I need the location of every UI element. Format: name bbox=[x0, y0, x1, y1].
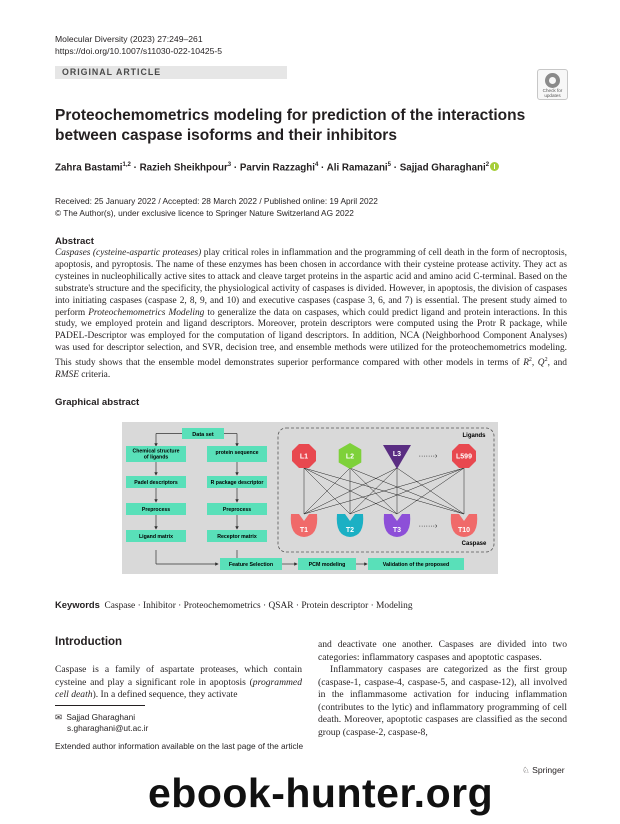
pipeline-label: Feature Selection bbox=[228, 562, 274, 569]
envelope-icon: ✉ bbox=[55, 712, 62, 722]
affiliation-mark: 1,2 bbox=[122, 162, 131, 168]
watermark-text: ebook-hunter.org bbox=[148, 770, 494, 816]
ellipsis-arrow: ·······› bbox=[418, 453, 438, 460]
target-label: T1 bbox=[299, 527, 309, 534]
footnote-rule bbox=[55, 705, 145, 706]
introduction-column-right bbox=[318, 639, 567, 739]
abstract-heading: Abstract bbox=[55, 236, 94, 247]
ligand-flow-label: Preprocess bbox=[141, 507, 171, 514]
receptor-flow-label: Preprocess bbox=[222, 507, 252, 514]
ligand-label: L3 bbox=[392, 451, 402, 458]
ligand-flow-label: Ligand matrix bbox=[138, 534, 174, 541]
dataset-label: Data set bbox=[192, 432, 214, 438]
article-type-label: ORIGINAL ARTICLE bbox=[62, 67, 162, 77]
doi-link[interactable]: https://doi.org/10.1007/s11030-022-10425-5 bbox=[55, 46, 223, 56]
keywords-line bbox=[55, 599, 567, 611]
ligand-flow-label: of ligands bbox=[143, 454, 169, 461]
corresponding-author bbox=[55, 712, 302, 734]
check-updates-text: Check for updates bbox=[542, 88, 563, 98]
introduction-heading: Introduction bbox=[55, 636, 123, 648]
update-icon bbox=[545, 73, 560, 88]
paragraph: and deactivate one another. Caspases are divided into two categories: inflammatory caspases and apoptotic caspases. bbox=[318, 639, 567, 663]
author-name: Sajjad Gharaghani bbox=[66, 712, 136, 722]
graphical-abstract-figure bbox=[122, 422, 498, 574]
ligand-flow-label: Padel descriptors bbox=[134, 480, 178, 487]
affiliation-mark: 3 bbox=[227, 162, 232, 168]
author-name[interactable]: Sajjad Gharaghani bbox=[399, 162, 486, 174]
affiliation-mark: 2 bbox=[485, 162, 490, 168]
ligand-flow-label: Chemical structure bbox=[132, 448, 180, 455]
copyright-line: © The Author(s), under exclusive licence to Springer Nature Switzerland AG 2022 bbox=[55, 208, 354, 218]
publisher-logo: ♘ Springer bbox=[522, 765, 565, 775]
author-email[interactable]: s.gharaghani@ut.ac.ir bbox=[67, 723, 149, 733]
abstract-body: Caspases (cysteine-aspartic proteases) play critical roles in inflammation and the programming of cell death in the form of necroptosis, apoptosis, and pyroptosis. The name of these enzymes has been chosen in accordance with their cysteine protease activity. They act as cysteines in nucleophilically active sites to attack and cleave target proteins in the aspartic acid and amino acid C-terminal. Based on the substrate's structure and the specificity, the physiological activity of caspases is divided. However, in apoptosis, the division of caspases into initiating caspases (caspase 2, 8, 9, and 10) and executive caspases (caspase 3, 6, and 7) is essential. The present study aimed to perform Proteochemometrics Modeling to generalize the data on caspases, which could predict ligand and protein interactions. In this study, we employed protein and ligand descriptors. Moreover, protein descriptors were computed using the Protr R package, while PADEL-Descriptor was employed for the computation of ligand descriptors. In addition, NCA (Neighborhood Component Analyses) was used for descriptor selection, and SVR, decision tree, and ensemble methods were utilized for the proteochemometrics modeling. This study shows that the ensemble model demonstrates superior performance compared with other models in terms of $R^2$, $Q^2$, and RMSE criteria. bbox=[55, 248, 567, 381]
ligand-label: L599 bbox=[456, 453, 472, 461]
check-for-updates-button[interactable] bbox=[537, 69, 568, 100]
ligand-label: L2 bbox=[345, 453, 355, 461]
receptor-flow-label: R package descriptor bbox=[210, 480, 264, 487]
author-list: Zahra Bastami$^{1,2}$ · Razieh Sheikhpour$^3$ · Parvin Razzaghi$^4$ · Ali Ramazani$^5$ · Sajjad Gharaghani$^2$ bbox=[55, 162, 565, 173]
target-label: T10 bbox=[457, 527, 471, 534]
affiliation-mark: 5 bbox=[387, 162, 391, 168]
ligands-label: Ligands bbox=[462, 433, 486, 439]
affiliation-mark: 4 bbox=[314, 162, 319, 168]
keywords-label: Keywords bbox=[55, 599, 100, 610]
springer-horse-icon: ♘ bbox=[522, 765, 530, 775]
graphical-abstract-heading: Graphical abstract bbox=[55, 397, 140, 408]
author-name[interactable]: Parvin Razzaghi bbox=[239, 162, 315, 174]
introduction-column-left: Caspase is a family of aspartate proteases, which contain cysteine and play a significant role in apoptosis (programmed cell death). In a defined sequence, they activate bbox=[55, 664, 302, 700]
target-label: T2 bbox=[345, 527, 355, 534]
journal-citation bbox=[55, 33, 222, 57]
figure-panel bbox=[122, 422, 498, 574]
orcid-icon[interactable] bbox=[490, 162, 499, 171]
target-label: T3 bbox=[392, 527, 402, 534]
author-name[interactable]: Razieh Sheikhpour bbox=[139, 162, 228, 174]
pipeline-label: PCM modeling bbox=[308, 562, 346, 569]
pipeline-label: Validation of the proposed bbox=[382, 562, 450, 569]
keywords-items: Caspase · Inhibitor · Proteochemometrics · QSAR · Protein descriptor · Modeling bbox=[104, 601, 413, 611]
caspase-label: Caspase bbox=[461, 541, 487, 547]
ellipsis-arrow: ·······› bbox=[418, 523, 438, 530]
journal-line: Molecular Diversity (2023) 27:249–261 bbox=[55, 34, 203, 44]
publication-dates bbox=[55, 195, 378, 219]
author-name[interactable]: Ali Ramazani bbox=[326, 162, 388, 174]
paragraph: Inflammatory caspases are categorized as the first group (caspase-1, caspase-4, caspase-5, and caspase-12), all involved in the inflammasome activation for inducing inflammation (contributes to the lytic) and inflammatory programming of cell death. Moreover, apoptotic caspases are classified as the second group (caspase-2, caspase-8, bbox=[318, 664, 567, 738]
dates-line: Received: 25 January 2022 / Accepted: 28 March 2022 / Published online: 19 April 2022 bbox=[55, 196, 378, 206]
receptor-flow-label: Receptor matrix bbox=[217, 534, 257, 541]
extended-info-note: Extended author information available on the last page of the article bbox=[55, 741, 304, 751]
article-title: Proteochemometrics modeling for prediction of the interactions between caspase isoforms and their inhibitors bbox=[55, 107, 526, 144]
author-name[interactable]: Zahra Bastami bbox=[55, 162, 123, 174]
ligand-label: L1 bbox=[299, 453, 309, 461]
receptor-flow-label: protein sequence bbox=[215, 450, 259, 457]
